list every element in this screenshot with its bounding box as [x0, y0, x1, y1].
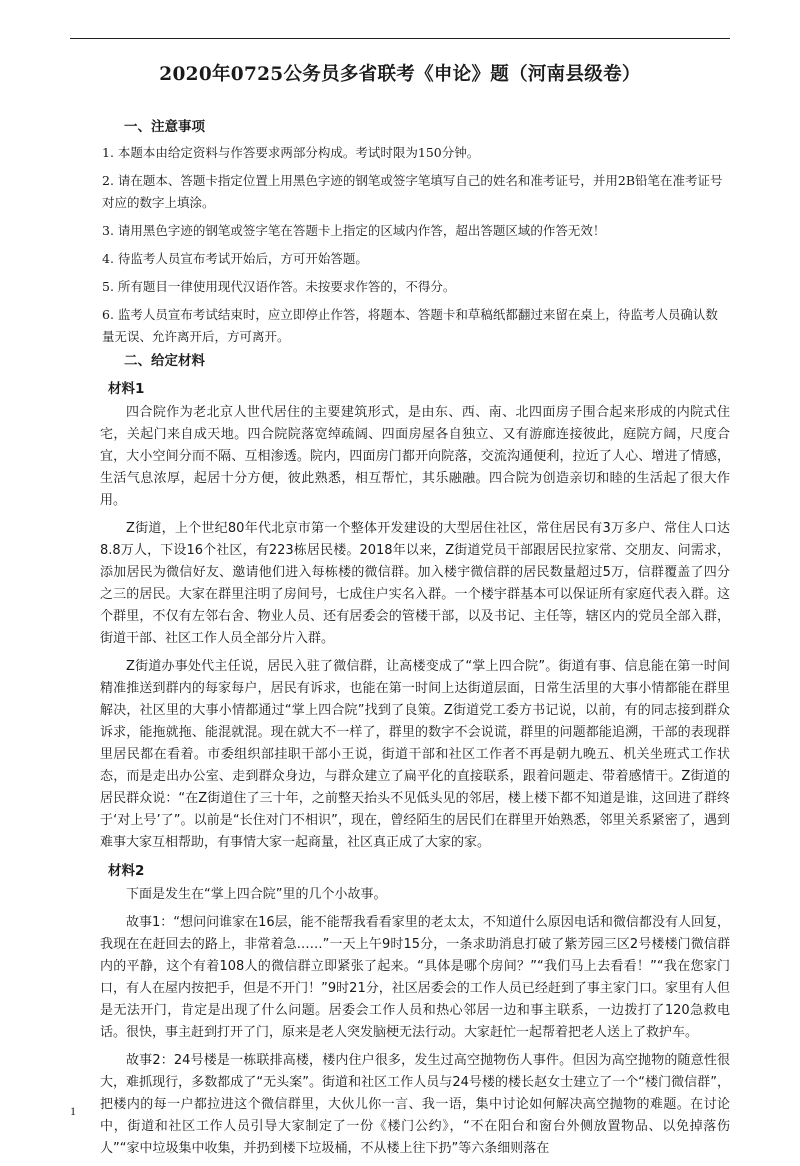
- material-1-paragraph: Z街道，上个世纪80年代北京市第一个整体开发建设的大型居住社区，常住居民有3万多户、常住人口达8.8万人，下设16个社区，有223栋居民楼。2018年以来，Z街道党员干部跟居民拉家常、交朋友、问需求，添加居民为微信好友、邀请他们进入每栋楼的微信群。加入楼宇微信群的居民数量超过5万，信群覆盖了四分之三的居民。大家在群里注明了房间号，七成住户实名入群。一个楼宇群基本可以保证所有家庭代表入群。这个群里，不仅有左邻右舍、物业人员、还有居委会的管楼干部，以及书记、主任等，辖区内的党员全部入群，街道干部、社区工作人员全部分片入群。: [100, 521, 730, 646]
- material-1-paragraph: Z街道办事处代主任说，居民入驻了微信群，让高楼变成了“掌上四合院”。街道有事、信息能在第一时间精准推送到群内的每家每户，居民有诉求，也能在第一时间上达街道层面，日常生活里的大事小情都能在群里解决，社区里的大事小情都通过“掌上四合院”找到了良策。Z街道党工委方书记说，以前，有的同志接到群众诉求，能拖就拖、能混就混。现在就大不一样了，群里的数字不会说谎，群里的问题都能追溯，干部的表现群里居民都在看着。市委组织部挂职干部小王说，街道干部和社区工作者不再是朝九晚五、机关坐班式工作状态，而是走出办公室、走到群众身边，与群众建立了扁平化的直接联系，跟着问题走、带着感情干。Z街道的居民群众说：“在Z街道住了三十年，之前整天抬头不见低头见的邻居，楼上楼下都不知道是谁，这回进了群终于‘对上号’了”。以前是“长住对门不相识”，现在，曾经陌生的居民们在群里开始熟悉，邻里关系紧密了，遇到难事大家互相帮助，有事情大家一起商量，社区真正成了大家的家。: [100, 659, 730, 850]
- header-rule: [70, 38, 730, 39]
- material-2-paragraph: 下面是发生在“掌上四合院”里的几个小故事。: [126, 887, 387, 902]
- note-item: 5. 所有题目一律使用现代汉语作答。未按要求作答的，不得分。: [102, 279, 456, 294]
- material-2-label: 材料2: [108, 863, 145, 879]
- note-item: 6. 监考人员宣布考试结束时，应立即停止作答，将题本、答题卡和草稿纸都翻过来留在桌上，待监考人员确认数量无误、允许离开后，方可离开。: [102, 307, 718, 344]
- note-item: 4. 待监考人员宣布考试开始后，方可开始答题。: [102, 251, 368, 266]
- note-item: 3. 请用黑色字迹的钢笔或签字笔在答题卡上指定的区域内作答，超出答题区域的作答无效！: [102, 223, 606, 238]
- material-1-paragraph: 四合院作为老北京人世代居住的主要建筑形式，是由东、西、南、北四面房子围合起来形成的内院式住宅，关起门来自成天地。四合院院落宽绰疏阔、四面房屋各自独立、又有游廊连接彼此，庭院方阔，尺度合宜，大小空间分而不隔、互相渗透。院内，四面房门都开向院落，交流沟通便利，拉近了人心、增进了情感，生活气息浓厚，起居十分方便，彼此熟悉，相互帮忙，其乐融融。四合院为创造亲切和睦的生活起了很大作用。: [100, 405, 730, 508]
- material-1-label: 材料1: [108, 381, 145, 397]
- notes-list: [100, 142, 730, 348]
- section-heading-notes: 一、注意事项: [124, 119, 205, 135]
- material-2-paragraph: 故事2：24号楼是一栋联排高楼，楼内住户很多，发生过高空抛物伤人事件。但因为高空抛物的随意性很大，难抓现行，多数都成了“无头案”。街道和社区工作人员与24号楼的楼长赵女士建立了一个“楼门微信群”，把楼内的每一户都拉进这个微信群里，大伙儿你一言、我一语，集中讨论如何解决高空抛物的难题。在讨论中，街道和社区工作人员引导大家制定了一份《楼门公约》，“不在阳台和窗台外侧放置物品、以免掉落伤人”“家中垃圾集中收集，并扔到楼下垃圾桶，不从楼上往下扔”等六条细则落在: [100, 1053, 730, 1156]
- note-item: 1. 本题本由给定资料与作答要求两部分构成。考试时限为150分钟。: [102, 145, 480, 160]
- material-2-paragraph: 故事1：“想问问谁家在16层，能不能帮我看看家里的老太太，不知道什么原因电话和微信都没有人回复，我现在在赶回去的路上，非常着急……”一天上午9时15分，一条求助消息打破了紫芳园三区2号楼楼门微信群内的平静，这个有着108人的微信群立即紧张了起来。“具体是哪个房间？”“我们马上去看看！”“我在您家门口，有人在屋内按把手，但是不开门！”9时21分，社区居委会的工作人员已经赶到了事主家门口。家里有人但是无法开门，肯定是出现了什么问题。居委会工作人员和热心邻居一边和事主联系，一边拨打了120急救电话。很快，事主赶到打开了门，原来是老人突发脑梗无法行动。大家赶忙一起帮着把老人送上了救护车。: [100, 915, 730, 1040]
- document-body: [100, 116, 730, 1166]
- section-heading-materials: 二、给定材料: [124, 353, 205, 369]
- note-item: 2. 请在题本、答题卡指定位置上用黑色字迹的钢笔或签字笔填写自己的姓名和准考证号，并用2B铅笔在准考证号对应的数字上填涂。: [102, 173, 723, 210]
- page-number: 1: [70, 1104, 76, 1118]
- document-title: 2020年0725公务员多省联考《申论》题（河南县级卷）: [159, 64, 641, 85]
